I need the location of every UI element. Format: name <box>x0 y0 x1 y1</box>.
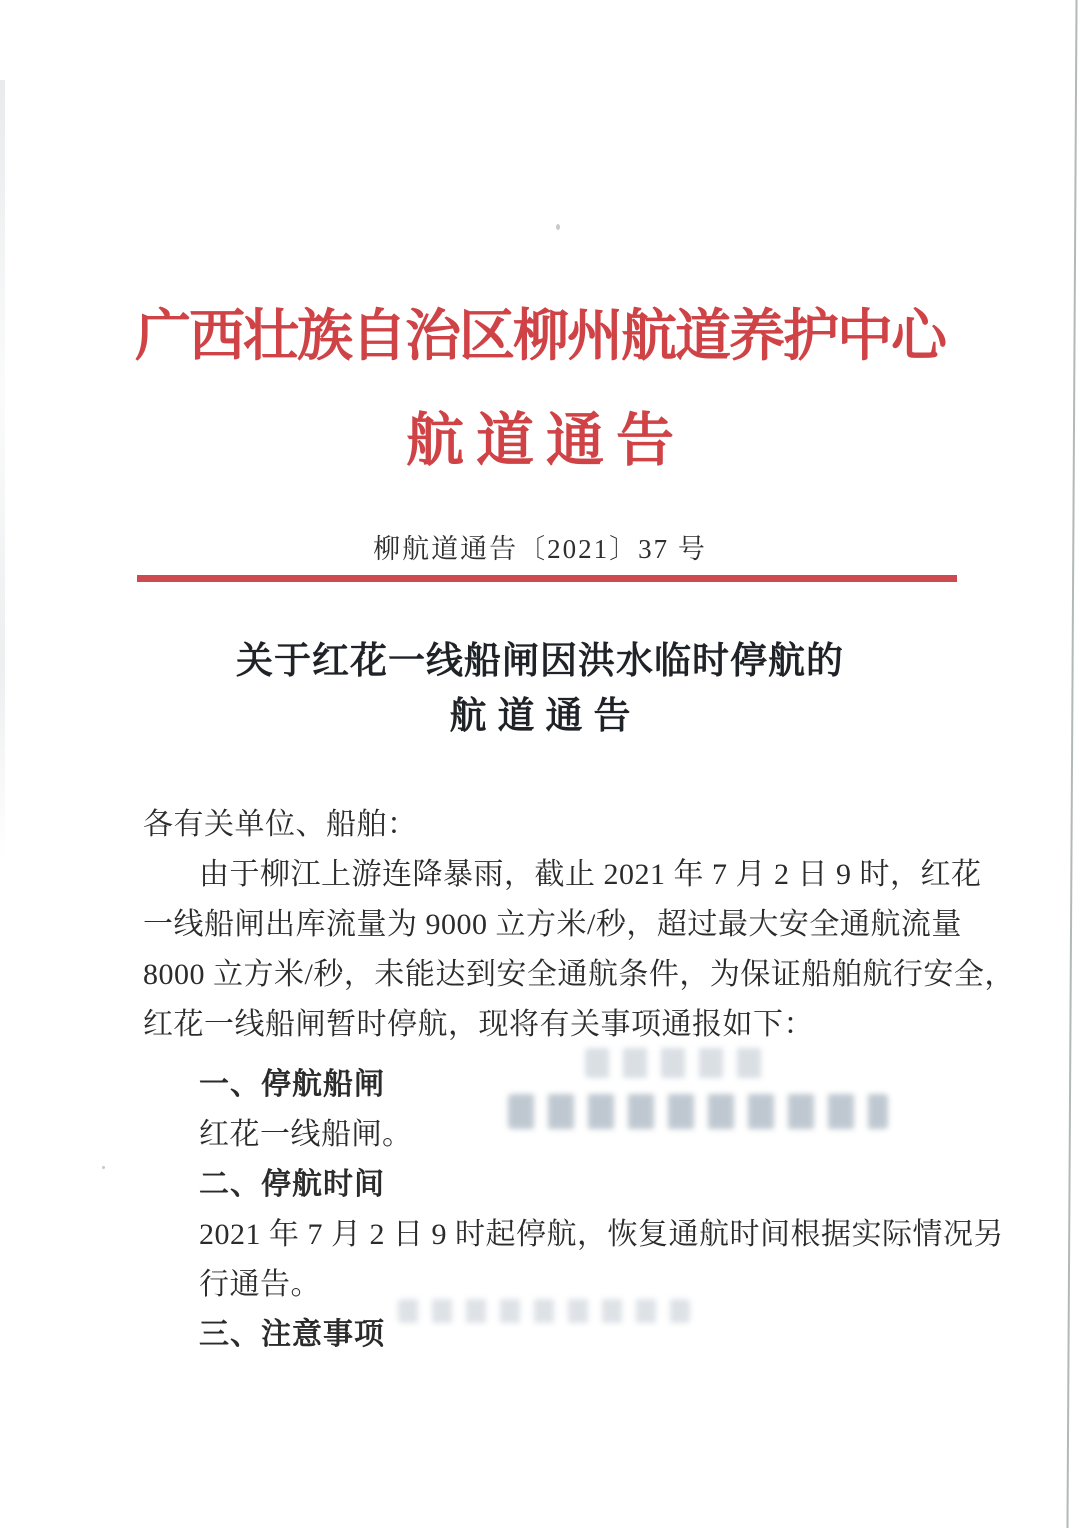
body-line: 8000 立方米/秒，未能达到安全通航条件，为保证船舶航行安全， <box>143 958 1015 991</box>
section-heading-2-stop-time: 二、停航时间 <box>199 1168 385 1201</box>
scan-left-edge-shading <box>0 80 5 860</box>
scan-speck <box>102 1166 105 1169</box>
salutation-line: 各有关单位、船舶： <box>143 808 418 841</box>
letterhead-divider-rule <box>137 575 957 582</box>
doc-type-title: 航道通告 <box>405 408 686 473</box>
subject-heading <box>0 634 1080 744</box>
body-line: 由于柳江上游连降暴雨，截止 2021 年 7 月 2 日 9 时，红花 <box>199 858 982 891</box>
org-title: 广西壮族自治区柳州航道养护中心 <box>135 306 945 368</box>
scan-page-edge-line <box>1066 0 1077 1528</box>
body-line: 一线船闸出库流量为 9000 立方米/秒，超过最大安全通航流量 <box>143 908 962 941</box>
body-line: 2021 年 7 月 2 日 9 时起停航，恢复通航时间根据实际情况另 <box>199 1218 1004 1251</box>
doc-number: 柳航道通告〔2021〕37 号 <box>373 534 707 564</box>
subject-line-2: 航道通告 <box>449 696 642 737</box>
subject-line-1: 关于红花一线船闸因洪水临时停航的 <box>236 641 844 682</box>
section-heading-1-stopped-lock: 一、停航船闸 <box>199 1068 385 1101</box>
notice-body <box>143 800 1015 1360</box>
body-line: 红花一线船闸。 <box>199 1118 413 1151</box>
body-line: 行通告。 <box>199 1268 321 1301</box>
section-heading-3-notes: 三、注意事项 <box>199 1318 385 1351</box>
scan-speck <box>556 224 560 230</box>
body-line: 红花一线船闸暂时停航，现将有关事项通报如下： <box>143 1008 814 1041</box>
